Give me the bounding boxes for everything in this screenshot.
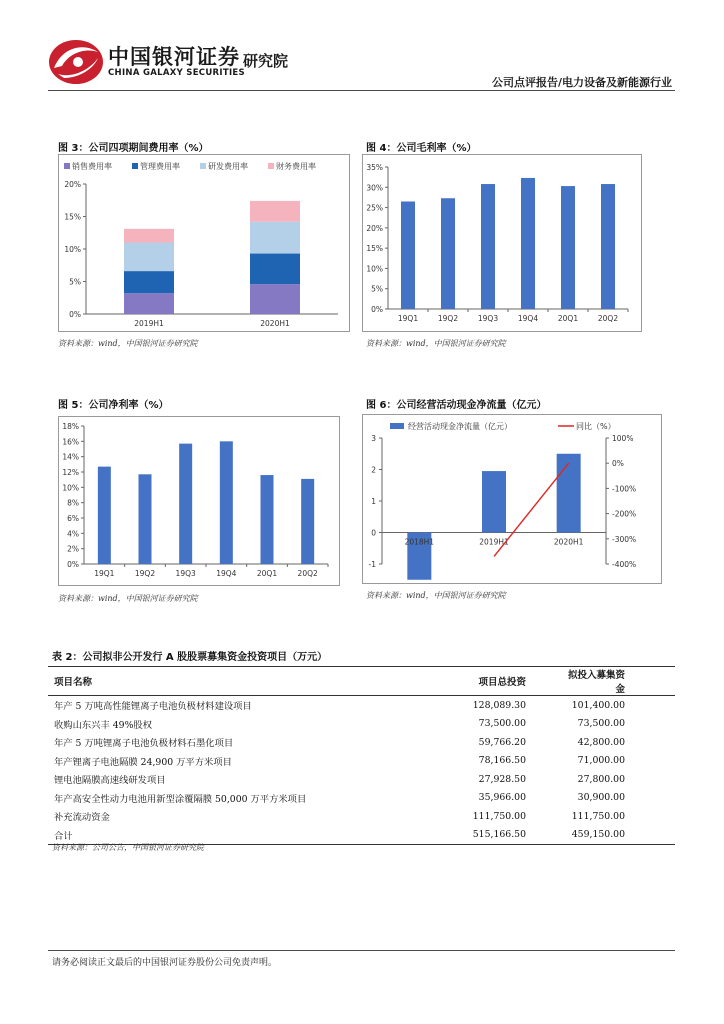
fig3-source: 资料来源：wind，中国银河证券研究院 [58, 339, 198, 348]
x-tick-label: 2019H1 [479, 537, 509, 547]
brand-en: CHINA GALAXY SECURITIES [108, 68, 245, 78]
bar [481, 184, 495, 309]
y-tick-label: 3 [371, 434, 376, 443]
bar [557, 454, 581, 533]
table-row [48, 733, 675, 752]
fig4-chart [362, 154, 642, 332]
cell-total-investment: 78,166.50 [478, 755, 526, 767]
legend-label: 同比（%） [576, 422, 616, 431]
x-tick-label: 2020H1 [553, 537, 584, 547]
y-tick-label: 0% [371, 305, 383, 314]
legend-label: 经营活动现金净流量（亿元） [408, 422, 512, 431]
col-project-name: 项目名称 [48, 667, 400, 696]
chart-frame [59, 155, 350, 332]
bar-segment [250, 201, 300, 222]
legend-label: 管理费用率 [140, 162, 180, 171]
y-tick-label: 35% [366, 163, 383, 172]
cell-project-name: 锂电池隔膜高速线研发项目 [54, 775, 166, 787]
fig5-source: 资料来源：wind，中国银河证券研究院 [58, 594, 198, 603]
y-tick-label: 0 [371, 528, 376, 538]
bar [521, 178, 535, 309]
cell-raised-funds: 71,000.00 [577, 755, 625, 767]
cell-total-investment: 27,928.50 [478, 773, 526, 785]
cell-raised-funds: 30,900.00 [577, 792, 625, 804]
bar [98, 467, 111, 564]
y2-tick-label: -200% [612, 509, 637, 519]
y-tick-label: 1 [371, 497, 376, 506]
table-row [48, 807, 675, 826]
col-raised-funds: 拟投入募集资金 [556, 667, 675, 696]
brand-dept: 研究院 [243, 52, 289, 70]
fig3-title: 图 3：公司四项期间费用率（%） [58, 143, 209, 154]
fig5-chart [58, 416, 340, 586]
cell-raised-funds: 73,500.00 [577, 718, 625, 730]
y-tick-label: 16% [62, 437, 79, 447]
cell-raised-funds: 459,150.00 [556, 826, 675, 845]
legend-label: 销售费用率 [72, 162, 112, 171]
cell-total-investment: 111,750.00 [472, 810, 526, 822]
table-header-row [48, 667, 675, 696]
fig4-source: 资料来源：wind，中国银河证券研究院 [366, 339, 506, 348]
cell-project-name: 年产 5 万吨高性能锂离子电池负极材料建设项目 [54, 701, 252, 713]
legend-swatch [132, 163, 138, 169]
report-type: 公司点评报告/电力设备及新能源行业 [491, 76, 672, 89]
y-tick-label: 14% [62, 452, 79, 462]
galaxy-logo-icon [48, 38, 104, 86]
legend-swatch [64, 163, 70, 169]
y-tick-label: 0% [69, 310, 81, 319]
y-tick-label: 10% [62, 483, 79, 493]
x-tick-label: 20Q2 [597, 314, 619, 323]
cell-project-name: 年产锂离子电池隔膜 24,900 万平方米项目 [54, 756, 232, 768]
table2-source: 资料来源：公司公告，中国银河证券研究院 [52, 843, 204, 852]
table-row [48, 789, 675, 808]
x-tick-label: 19Q2 [437, 314, 459, 323]
y-tick-label: 2 [371, 465, 376, 475]
y-tick-label: 5% [371, 284, 383, 294]
bar-segment [250, 284, 300, 314]
y-tick-label: 15% [366, 244, 383, 254]
legend-swatch [200, 163, 206, 169]
fig3-chart [58, 154, 350, 332]
cell-total-investment: 515,166.50 [400, 826, 556, 845]
y-tick-label: 5% [69, 277, 81, 287]
x-tick-label: 20Q1 [557, 314, 579, 323]
cell-project-name: 年产高安全性动力电池用新型涂覆隔膜 50,000 万平方米项目 [54, 793, 307, 805]
legend-swatch [268, 163, 274, 169]
x-tick-label: 20Q2 [297, 569, 318, 578]
y2-tick-label: -100% [612, 484, 637, 494]
table2-title: 表 2：公司拟非公开发行 A 股股票募集资金投资项目（万元） [52, 652, 328, 663]
header-divider [48, 90, 675, 91]
fig6-source: 资料来源：wind，中国银河证券研究院 [366, 591, 506, 600]
x-tick-label: 19Q2 [134, 569, 156, 578]
y-tick-label: 0% [67, 560, 79, 569]
bar [482, 471, 506, 532]
cell-project-name: 补充流动资金 [54, 812, 110, 824]
cell-total-investment: 59,766.20 [478, 736, 526, 748]
cell-raised-funds: 101,400.00 [571, 699, 625, 711]
y-tick-label: 25% [366, 203, 383, 213]
y-tick-label: 2% [67, 544, 79, 554]
brand-cn: 中国银河证券 [108, 45, 240, 69]
footer-disclaimer: 请务必阅读正文最后的中国银河证券股份公司免责声明。 [52, 958, 278, 968]
header [0, 0, 724, 95]
bar-segment [250, 222, 300, 254]
table-row [48, 715, 675, 734]
x-tick-label: 20Q1 [256, 569, 278, 578]
x-tick-label: 19Q3 [175, 569, 196, 578]
fig6-title: 图 6：公司经营活动现金净流量（亿元） [366, 400, 547, 411]
cell-total-investment: 35,966.00 [478, 792, 526, 804]
bar [441, 198, 455, 309]
bar-segment [124, 243, 174, 272]
cell-project-name: 年产 5 万吨锂离子电池负极材料石墨化项目 [54, 738, 234, 750]
x-tick-label: 2020H1 [260, 319, 290, 328]
table-row [48, 696, 675, 715]
y-tick-label: 15% [64, 212, 81, 222]
bar-segment [124, 271, 174, 293]
x-tick-label: 2019H1 [134, 319, 164, 328]
bar-segment [124, 293, 174, 314]
y-tick-label: 8% [67, 498, 79, 508]
cell-raised-funds: 27,800.00 [577, 773, 625, 785]
x-tick-label: 19Q4 [216, 569, 237, 578]
cell-project-name: 收购山东兴丰 49%股权 [54, 719, 152, 731]
legend-label: 财务费用率 [276, 162, 316, 171]
table-row [48, 770, 675, 789]
x-tick-label: 19Q3 [477, 314, 499, 323]
cell-project-name: 合计 [48, 826, 400, 845]
y-tick-label: 30% [366, 183, 383, 193]
y-tick-label: 20% [366, 223, 383, 233]
fig6-chart [362, 414, 662, 584]
x-tick-label: 2018H1 [404, 537, 435, 547]
investment-table [48, 666, 675, 845]
y-tick-label: 18% [62, 422, 79, 431]
cell-raised-funds: 42,800.00 [577, 736, 625, 748]
y-tick-label: 10% [64, 245, 81, 254]
x-tick-label: 19Q1 [397, 314, 419, 323]
bar [261, 475, 274, 564]
y2-tick-label: 0% [612, 459, 624, 469]
y2-tick-label: -400% [612, 560, 637, 569]
y-tick-label: 4% [67, 529, 79, 539]
y-tick-label: -1 [368, 560, 376, 569]
footer-divider [48, 950, 675, 951]
bar [601, 184, 615, 309]
bar-segment [250, 254, 300, 285]
y-tick-label: 12% [62, 468, 79, 477]
cell-total-investment: 128,089.30 [472, 699, 526, 711]
cell-raised-funds: 111,750.00 [571, 810, 625, 822]
bar [220, 441, 233, 564]
bar [139, 474, 152, 564]
bar [401, 201, 415, 309]
cell-total-investment: 73,500.00 [478, 718, 526, 730]
bar [179, 444, 192, 564]
table-row [48, 752, 675, 771]
y2-tick-label: 100% [612, 434, 634, 443]
y-tick-label: 20% [64, 180, 81, 189]
fig5-title: 图 5：公司净利率（%） [58, 400, 169, 411]
legend-label: 研发费用率 [208, 162, 248, 171]
x-tick-label: 19Q4 [517, 314, 539, 323]
fig4-title: 图 4：公司毛利率（%） [366, 143, 477, 154]
bar [301, 479, 314, 564]
col-total-investment: 项目总投资 [400, 667, 556, 696]
bar [561, 186, 575, 309]
x-tick-label: 19Q1 [94, 569, 115, 578]
bar-segment [124, 229, 174, 243]
y2-tick-label: -300% [612, 534, 637, 544]
legend-swatch [390, 423, 404, 429]
y-tick-label: 10% [366, 264, 383, 274]
y-tick-label: 6% [67, 514, 79, 523]
